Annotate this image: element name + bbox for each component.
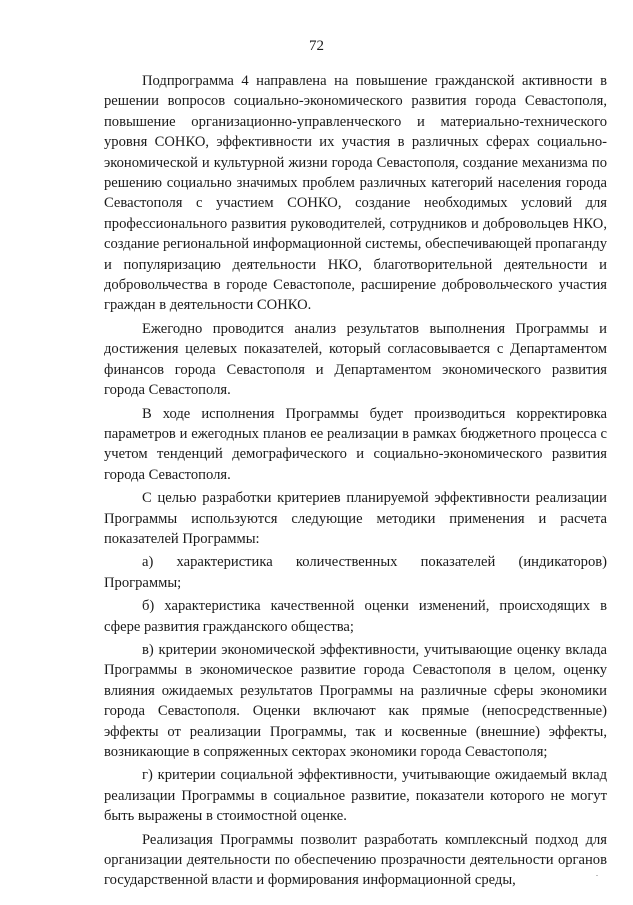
paragraph-program-implementation: Реализация Программы позволит разработать комплексный подход для организации деятельности по обеспечению прозрачности деятельности органов государственной власти и формирования информационной среды, (104, 831, 607, 889)
document-body (104, 71, 607, 894)
paragraph-subprogram-4: Подпрограмма 4 направлена на повышение гражданской активности в решении вопросов социально-экономического развития города Севастополя, повышение организационно-управленческого и материально-технического уровня СОНКО, эффективности их участия в различных сферах социально-экономической и культурной жизни города Севастополя, создание механизма по решению социально значимых проблем различных категорий населения города Севастополя с участием СОНКО, создание необходимых условий для профессионального развития руководителей, сотрудников и добровольцев НКО, создание региональной информационной системы, обеспечивающей пропаганду и популяризацию деятельности НКО, благотворительной деятельности и добровольчества в городе Севастополе, расширение добровольческого участия граждан в деятельности СОНКО. (104, 73, 607, 314)
list-item-b: б) характеристика качественной оценки изменений, происходящих в сфере развития гражданского общества; (104, 598, 607, 635)
list-item-v: в) критерии экономической эффективности, учитывающие оценку вклада Программы в экономическое развитие города Севастополя в целом, оценку влияния ожидаемых результатов Программы на различные сферы экономики города Севастополя. Оценки включают как прямые (непосредственные) эффекты от реализации Программы, так и косвенные (внешние) эффекты, возникающие в сопряженных секторах экономики города Севастополя; (104, 641, 607, 760)
page-number: 72 (309, 38, 324, 54)
paragraph-annual-analysis: Ежегодно проводится анализ результатов выполнения Программы и достижения целевых показателей, который согласовывается с Департаментом финансов города Севастополя и Департаментом экономического развития города Севастополя. (104, 320, 607, 399)
list-item-a: а) характеристика количественных показателей (индикаторов) Программы; (104, 554, 607, 591)
paragraph-program-adjustment: В ходе исполнения Программы будет производиться корректировка параметров и ежегодных планов ее реализации в рамках бюджетного процесса с учетом тенденций демографического и социально-экономического развития города Севастополя. (104, 405, 607, 483)
list-item-g: г) критерии социальной эффективности, учитывающие ожидаемый вклад реализации Программы в социальное развитие, показатели которого не могут быть выражены в стоимостной оценке. (104, 767, 607, 825)
stray-mark: . (596, 869, 598, 878)
paragraph-efficiency-criteria-intro: С целью разработки критериев планируемой эффективности реализации Программы используются следующие методики применения и расчета показателей Программы: (104, 490, 607, 547)
